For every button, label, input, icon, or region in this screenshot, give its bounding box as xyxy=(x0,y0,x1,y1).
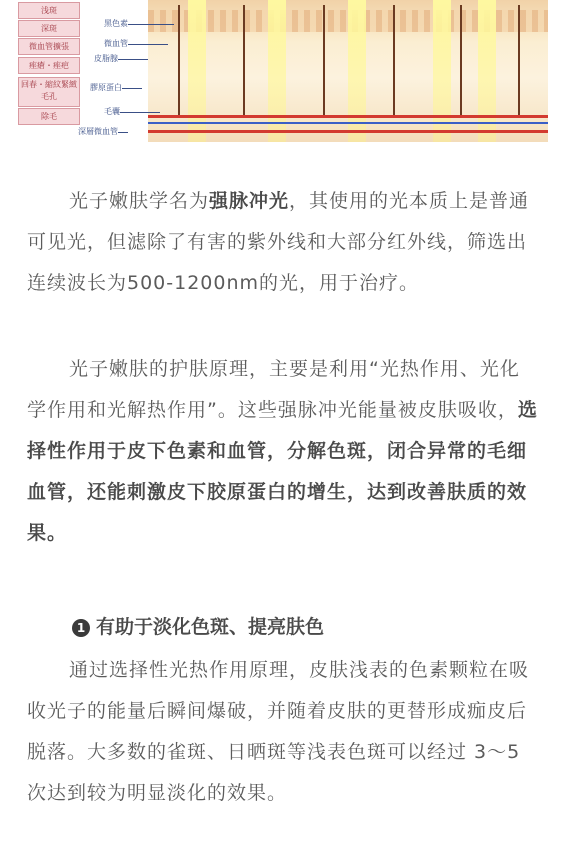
legend-item: 除毛 xyxy=(18,108,80,125)
blood-vessel-deep xyxy=(148,130,548,133)
blood-vessel-deep xyxy=(148,122,548,124)
annotation-deep-capillary: 深層微血管 xyxy=(78,127,118,136)
hair-follicle xyxy=(460,5,462,115)
legend-item: 微血管擴張 xyxy=(18,38,80,55)
annotation-hair-follicle: 毛囊 xyxy=(104,107,120,116)
light-beam xyxy=(268,0,286,142)
hair-follicle xyxy=(178,5,180,115)
light-beam xyxy=(188,0,206,142)
paragraph-text: ，其使用的光本质上是普通可见光，但滤除了有害的紫外线和大部分红外线，筛选出连续波长为500-1200nm的光，用于治疗。 xyxy=(27,190,530,294)
light-beam xyxy=(433,0,451,142)
paragraph-text: 光子嫩肤学名为 xyxy=(69,190,210,212)
highlight-term: 强脉冲光 xyxy=(209,190,290,212)
legend-item: 深斑 xyxy=(18,20,80,37)
annotation-melanin: 黑色素 xyxy=(104,19,128,28)
annotation-collagen: 膠原蛋白 xyxy=(90,83,122,92)
section-heading xyxy=(72,612,324,642)
hair-follicle xyxy=(323,5,325,115)
paragraph-text: 光子嫩肤的护肤原理，主要是利用“光热作用、光化学作用和光解热作用”。这些强脉冲光能量被皮肤吸收， xyxy=(27,358,520,421)
number-badge: 1 xyxy=(72,619,90,637)
paragraph-effect xyxy=(27,650,539,814)
legend-item: 浅斑 xyxy=(18,2,80,19)
paragraph-intro xyxy=(27,181,539,304)
annotation-sebaceous-gland: 皮脂腺 xyxy=(94,54,118,63)
highlight-text: 选择性作用于皮下色素和血管，分解色斑，闭合异常的毛细血管，还能刺激皮下胶原蛋白的增生，达到改善肤质的效果。 xyxy=(27,399,538,544)
paragraph-principle xyxy=(27,349,539,554)
skin-diagram xyxy=(0,0,563,150)
skin-cross-section xyxy=(148,0,548,142)
section-heading-text: 有助于淡化色斑、提亮肤色 xyxy=(96,616,325,638)
light-beam xyxy=(478,0,496,142)
hair-follicle xyxy=(393,5,395,115)
blood-vessel xyxy=(148,115,548,118)
paragraph-text: 通过选择性光热作用原理，皮肤浅表的色素颗粒在吸收光子的能量后瞬间爆破，并随着皮肤的更替形成痂皮后脱落。大多数的雀斑、日晒斑等浅表色斑可以经过 3～5 次达到较为明显淡化的效果。 xyxy=(27,659,530,804)
annotation-capillary: 微血管 xyxy=(104,39,128,48)
hair-follicle xyxy=(243,5,245,115)
legend-item: 痤瘡・痤疤 xyxy=(18,57,80,74)
light-beam xyxy=(348,0,366,142)
hair-follicle xyxy=(518,5,520,115)
legend-item: 回春・縮紋緊緻毛孔 xyxy=(18,77,80,107)
